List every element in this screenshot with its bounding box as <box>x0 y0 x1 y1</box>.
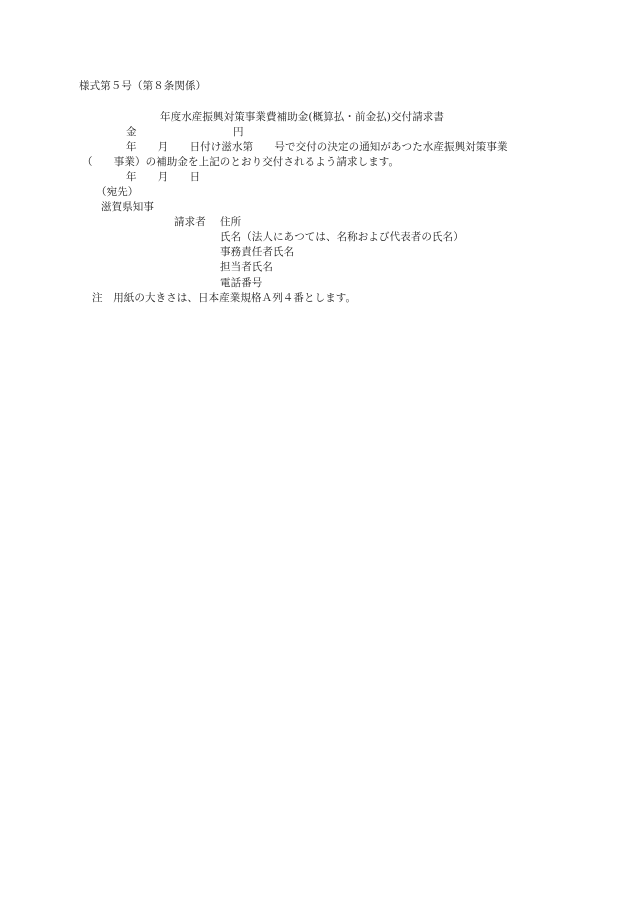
decision-date-line: 年 月 日付け滋水第 号で交付の決定の通知があつた水産振興対策事業 <box>126 141 508 153</box>
governor-name: 滋賀県知事 <box>101 201 154 213</box>
amount-label: 金 <box>126 126 137 138</box>
addressee-label: （宛先） <box>96 186 139 198</box>
paper-size-note: 注 用紙の大きさは、日本産業規格Ａ列４番とします。 <box>92 292 357 304</box>
amount-unit: 円 <box>233 126 244 138</box>
request-body-line: （ 事業）の補助金を上記のとおり交付されるよう請求します。 <box>82 156 400 168</box>
document-title: 年度水産振興対策事業費補助金(概算払・前金払)交付請求書 <box>160 111 444 123</box>
person-in-charge-field-label: 担当者氏名 <box>220 261 273 273</box>
name-field-label: 氏名（法人にあつては、名称および代表者の氏名） <box>220 231 464 243</box>
office-manager-field-label: 事務責任者氏名 <box>220 246 295 258</box>
request-date-line: 年 月 日 <box>126 171 201 183</box>
phone-field-label: 電話番号 <box>220 277 263 289</box>
claimant-label: 請求者 <box>174 216 206 228</box>
address-field-label: 住所 <box>220 216 242 228</box>
form-number: 様式第５号（第８条関係） <box>79 80 207 92</box>
